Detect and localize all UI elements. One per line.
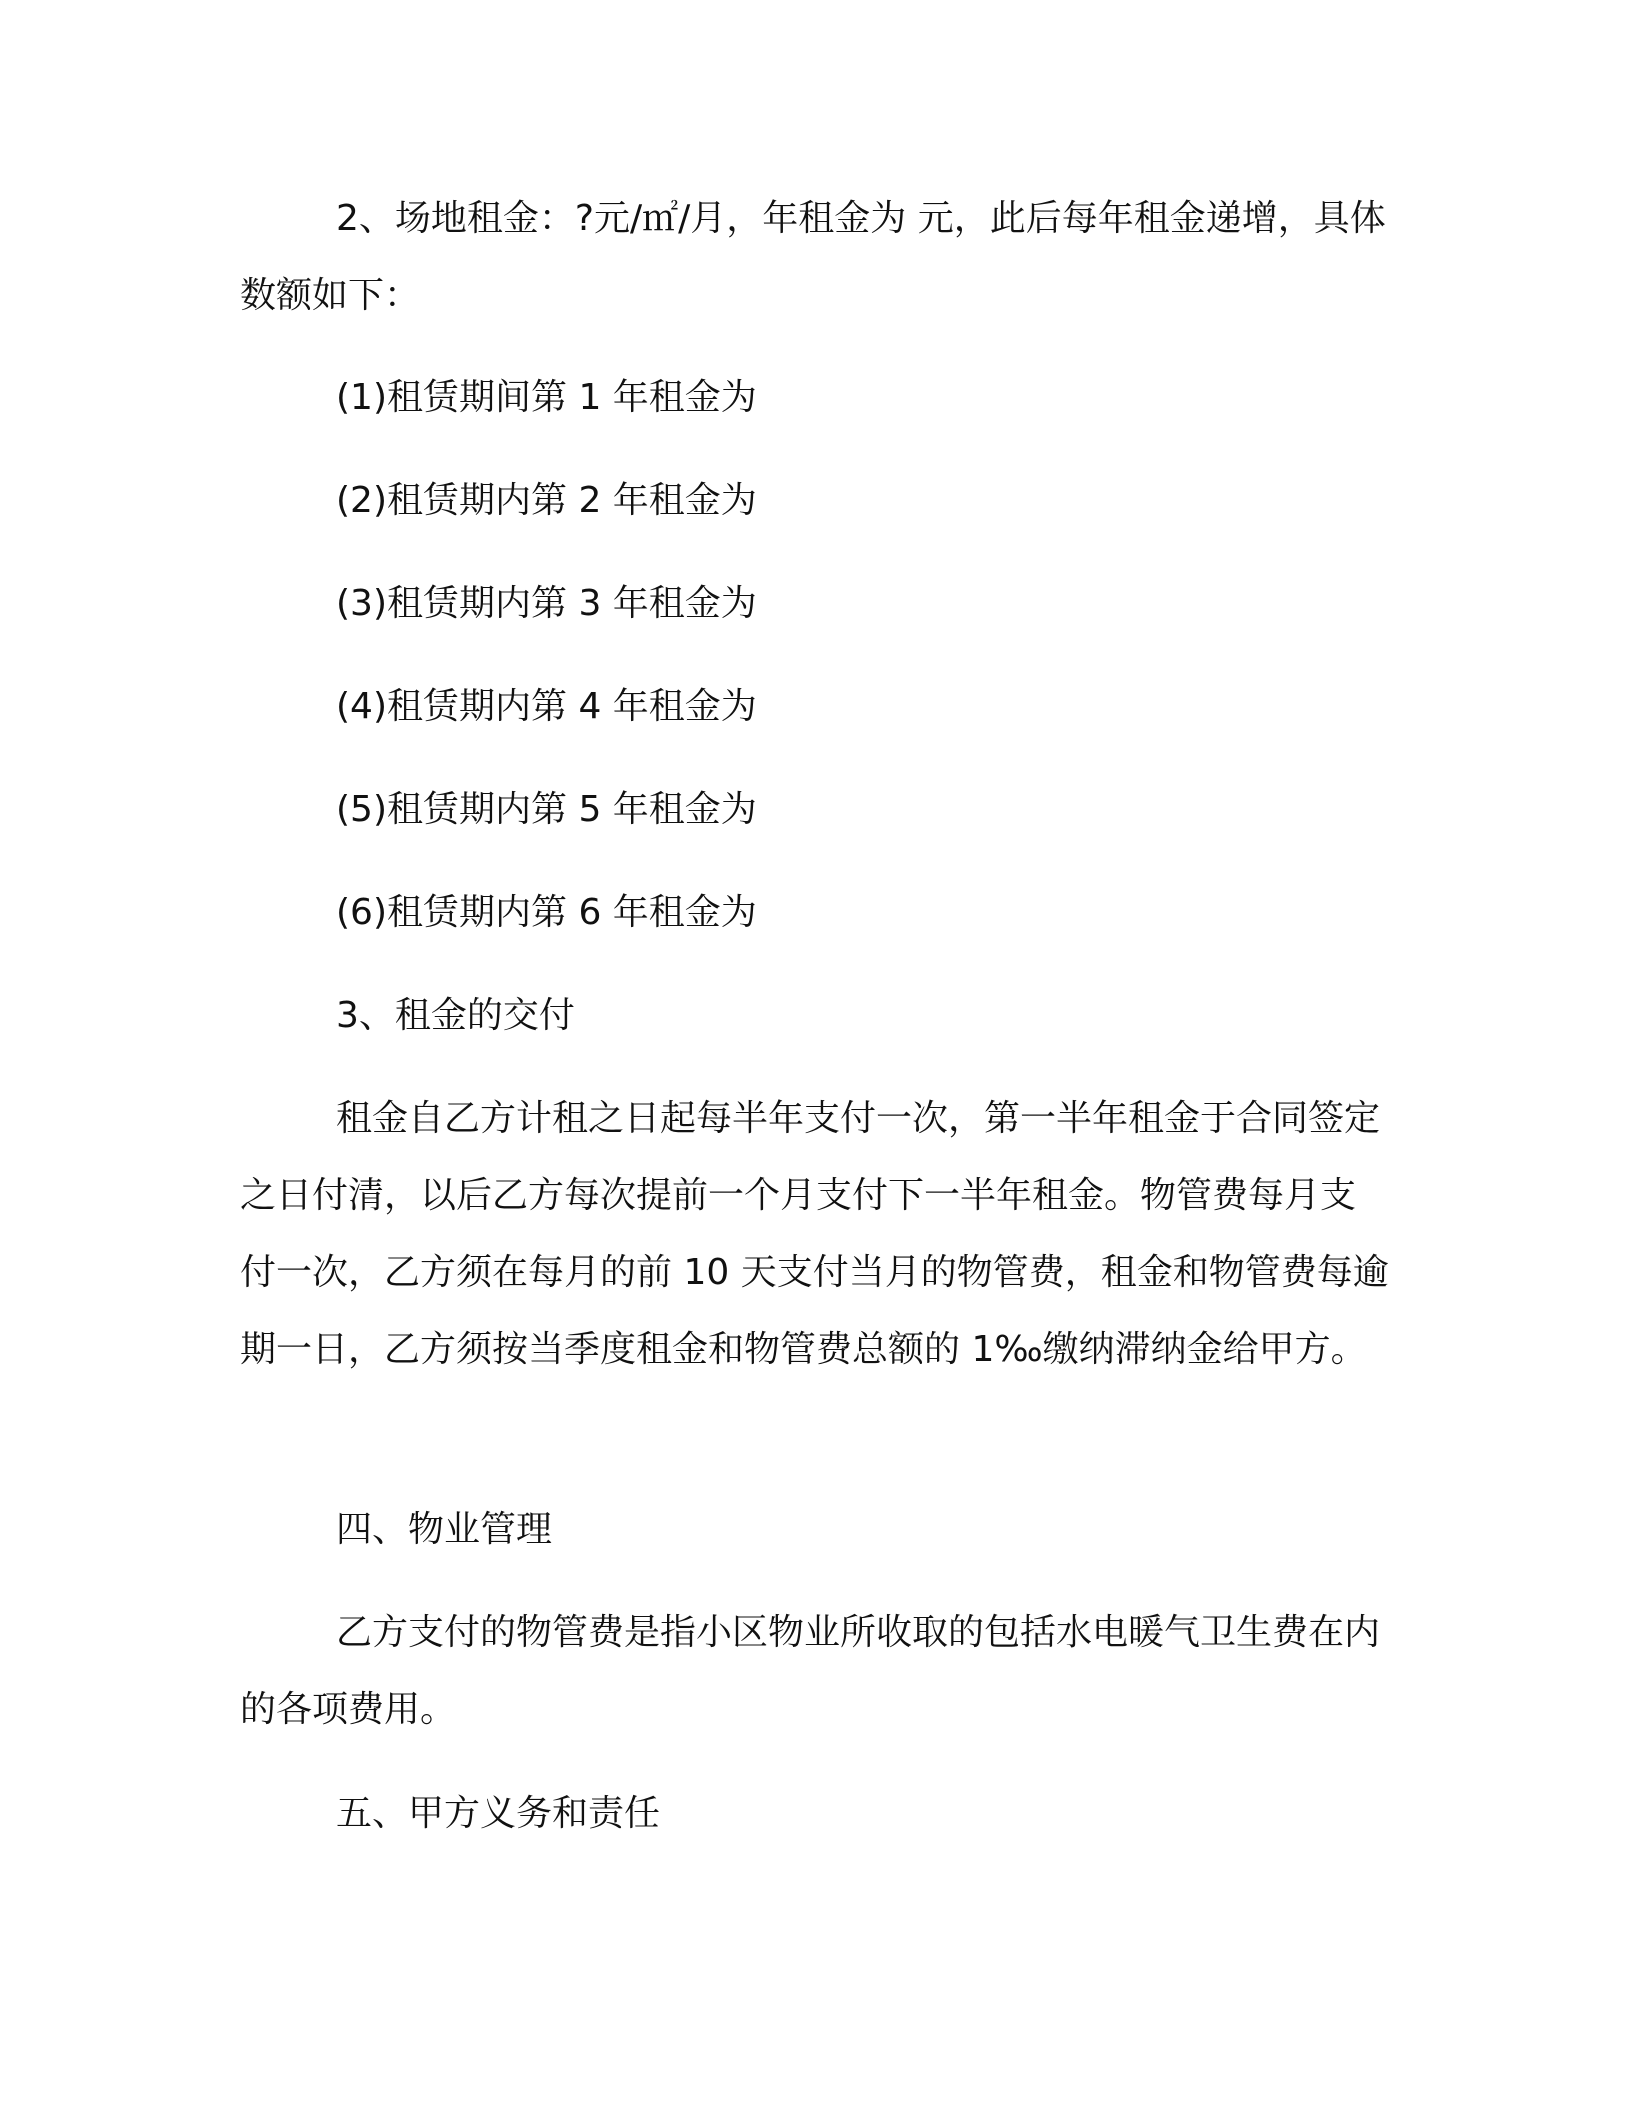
paragraph-year-3: (3)租赁期内第 3 年租金为 [336,583,757,624]
paragraph-rent-price: 2、场地租金：?元/㎡/月，年租金为 元，此后每年租金递增，具体数额如下： [240,198,1386,316]
paragraph-year-6: (6)租赁期内第 6 年租金为 [336,892,757,933]
heading-rent-payment: 3、租金的交付 [336,995,575,1036]
paragraph-year-2: (2)租赁期内第 2 年租金为 [336,480,757,521]
paragraph-year-4: (4)租赁期内第 4 年租金为 [336,686,757,727]
heading-property-management: 四、物业管理 [336,1509,553,1550]
paragraph-year-1: (1)租赁期间第 1 年租金为 [336,377,757,418]
paragraph-property-management: 乙方支付的物管费是指小区物业所收取的包括水电暖气卫生费在内的各项费用。 [240,1612,1381,1730]
paragraph-year-5: (5)租赁期内第 5 年租金为 [336,789,757,830]
heading-party-a-obligations: 五、甲方义务和责任 [336,1793,661,1834]
paragraph-rent-payment: 租金自乙方计租之日起每半年支付一次，第一半年租金于合同签定之日付清，以后乙方每次提前一个月支付下一半年租金。物管费每月支付一次，乙方须在每月的前 10 天支付当月的物管费，租金和物管费每逾期一日，乙方须按当季度租金和物管费总额的 1‰缴纳滞纳金给甲方。 [240,1098,1389,1370]
